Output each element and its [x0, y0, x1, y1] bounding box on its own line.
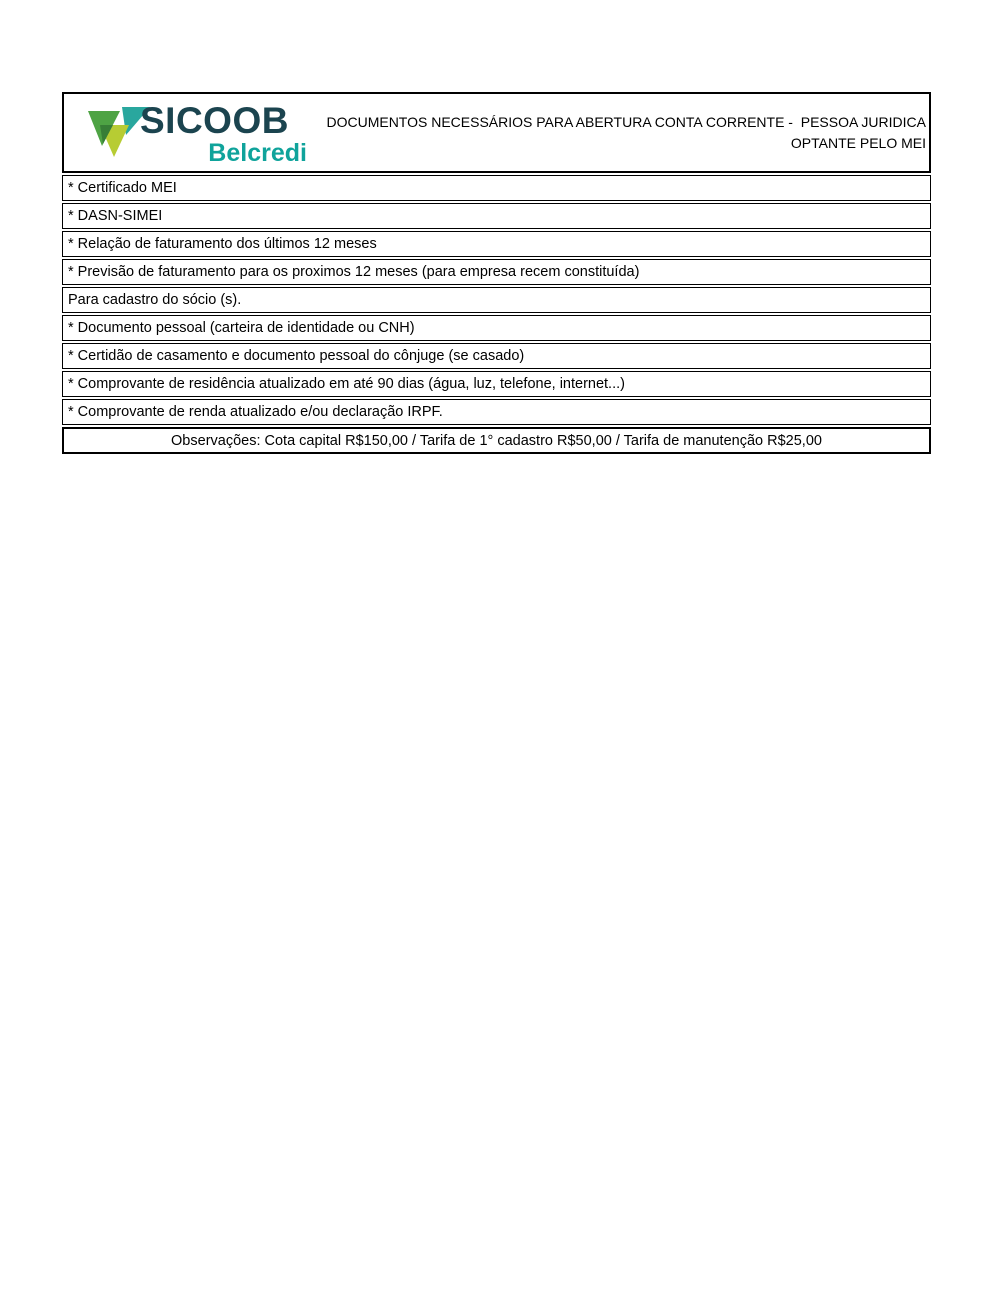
row-text: Para cadastro do sócio (s). — [68, 292, 242, 308]
row-text: * Comprovante de renda atualizado e/ou declaração IRPF. — [68, 404, 443, 420]
row-text: * DASN-SIMEI — [68, 208, 163, 224]
document-title — [289, 112, 929, 154]
document-row-certificado-mei — [62, 175, 931, 201]
document-title-line2: OPTANTE PELO MEI — [790, 134, 926, 151]
document-title-line1: DOCUMENTOS NECESSÁRIOS PARA ABERTURA CONTA CORRENTE - PESSOA JURIDICA — [326, 113, 926, 130]
document-row-certidao-casamento — [62, 343, 931, 369]
observations-row — [62, 427, 931, 454]
row-text: * Certidão de casamento e documento pessoal do cônjuge (se casado) — [68, 348, 525, 364]
row-text: * Documento pessoal (carteira de identidade ou CNH) — [68, 320, 415, 336]
document-row-documento-pessoal — [62, 315, 931, 341]
document-row-comprovante-residencia — [62, 371, 931, 397]
document-row-relacao-faturamento — [62, 231, 931, 257]
table-header — [62, 92, 931, 173]
document-row-comprovante-renda — [62, 399, 931, 425]
sicoob-logo — [64, 99, 307, 167]
row-text: * Relação de faturamento dos últimos 12 meses — [68, 236, 377, 252]
subbrand-name: Belcredi — [208, 138, 307, 167]
row-text: * Comprovante de residência atualizado em até 90 dias (água, luz, telefone, internet...) — [68, 376, 625, 392]
document-row-dasn-simei — [62, 203, 931, 229]
document-table — [62, 92, 931, 454]
document-row-previsao-faturamento — [62, 259, 931, 285]
observations-text: Observações: Cota capital R$150,00 / Tarifa de 1° cadastro R$50,00 / Tarifa de manutenção R$25,00 — [171, 432, 822, 449]
document-row-cadastro-socio — [62, 287, 931, 313]
row-text: * Previsão de faturamento para os proximos 12 meses (para empresa recem constituída) — [68, 264, 640, 280]
logo-wordmark — [140, 99, 307, 167]
row-text: * Certificado MEI — [68, 180, 177, 196]
brand-name: SICOOB — [140, 99, 289, 141]
